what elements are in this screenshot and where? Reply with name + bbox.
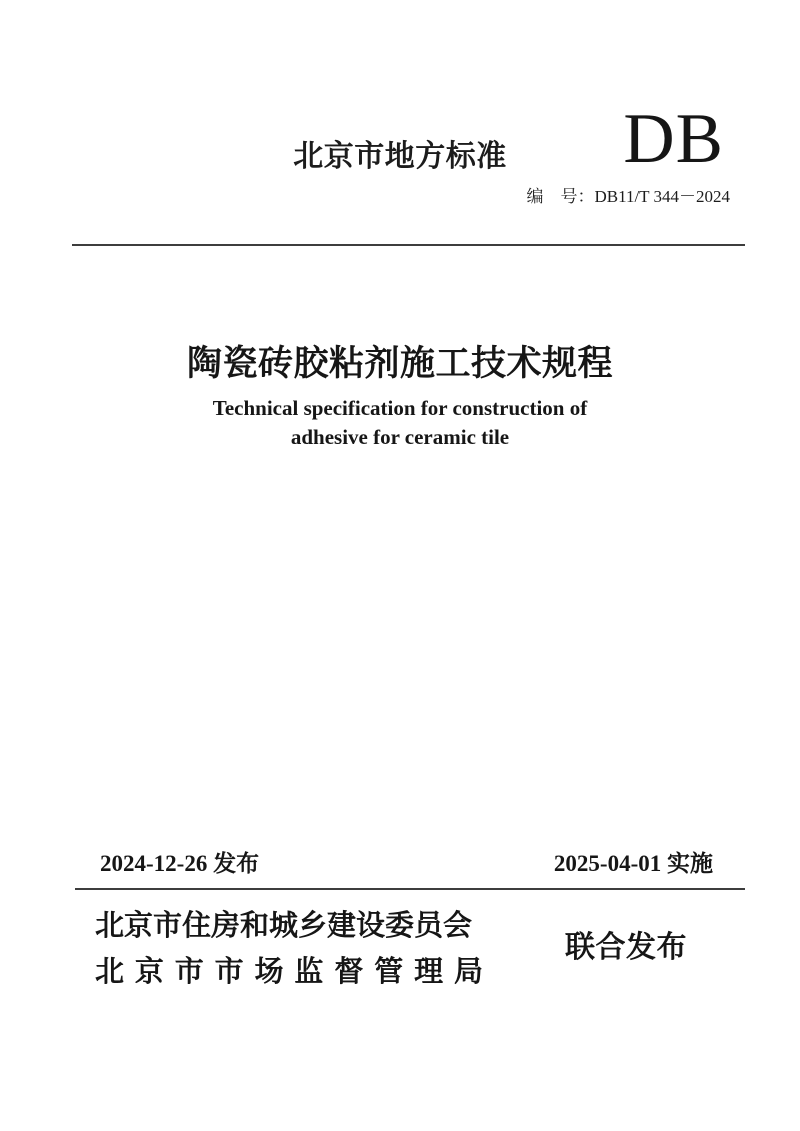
standard-code: 编 号：DB11/T 344－2024 bbox=[526, 187, 730, 206]
implement-date-item bbox=[554, 845, 713, 878]
publisher-org1: 北京市住房和城乡建设委员会 bbox=[95, 910, 473, 942]
dates-row bbox=[100, 845, 713, 878]
standard-type-label: 北京市地方标准 bbox=[293, 140, 507, 173]
implement-date-value: 2025-04-01 bbox=[553, 851, 662, 876]
title-english bbox=[0, 394, 800, 452]
title-english-line1: Technical specification for construction of bbox=[212, 396, 588, 420]
header-divider-line bbox=[72, 244, 745, 246]
title-chinese: 陶瓷砖胶粘剂施工技术规程 bbox=[186, 344, 613, 383]
title-english-line2: adhesive for ceramic tile bbox=[290, 425, 510, 449]
db-logo: DB bbox=[623, 100, 724, 178]
publisher-org2: 北京市市场监督管理局 bbox=[95, 956, 483, 988]
issue-date-label: 发布 bbox=[213, 850, 260, 876]
implement-date-label: 实施 bbox=[667, 850, 713, 876]
joint-publish-label: 联合发布 bbox=[565, 931, 687, 964]
publishers-block bbox=[95, 903, 483, 995]
footer-divider-line bbox=[75, 888, 745, 890]
issue-date-item bbox=[100, 845, 259, 878]
issue-date-value: 2024-12-26 bbox=[100, 851, 208, 876]
